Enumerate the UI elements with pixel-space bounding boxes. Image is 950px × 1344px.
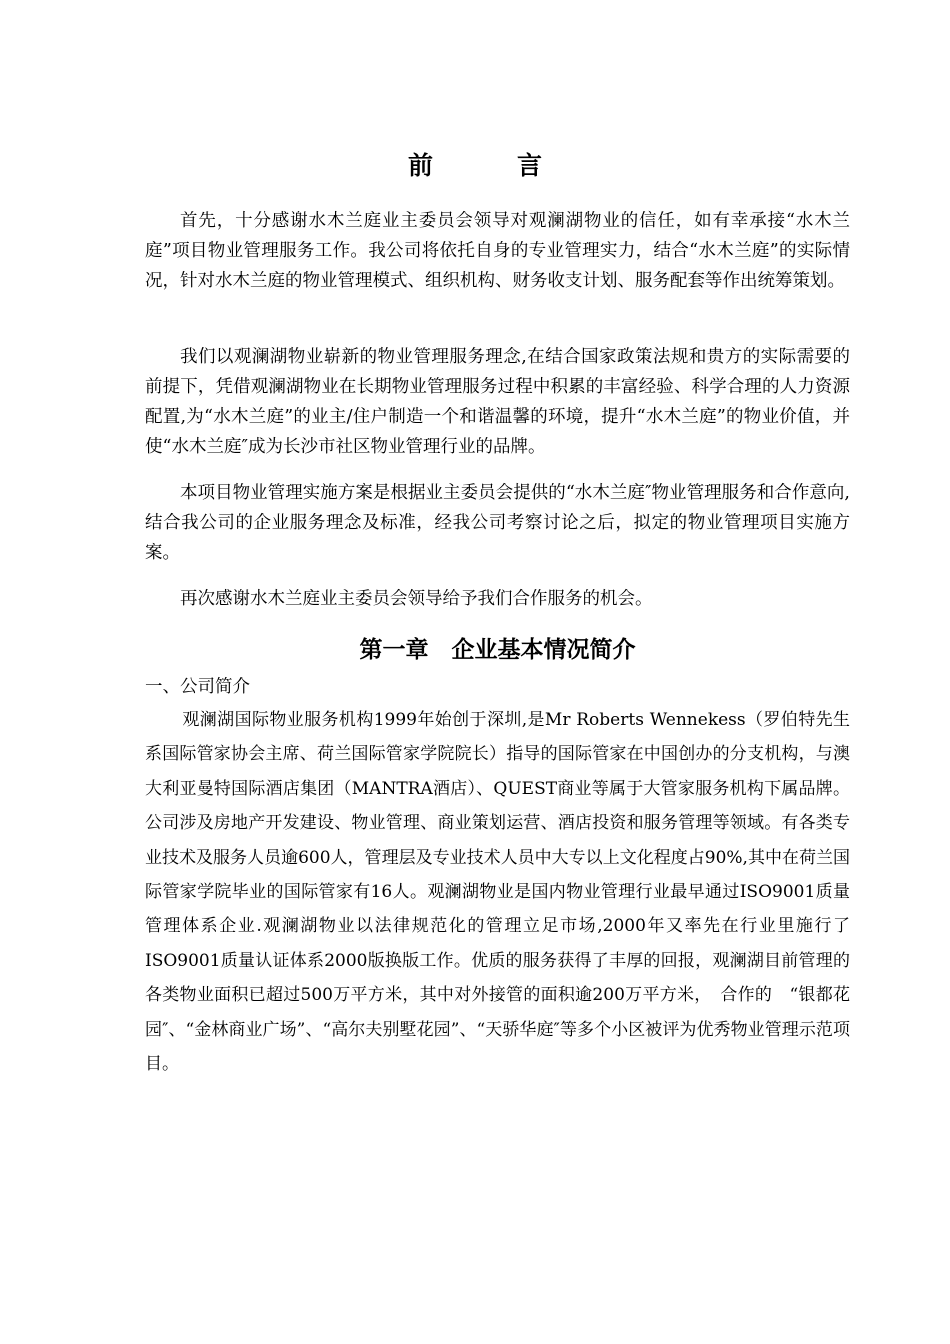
preface-paragraph-3: 本项目物业管理实施方案是根据业主委员会提供的“水木兰庭″物业管理服务和合作意向,结合我公司的企业服务理念及标准，经我公司考察讨论之后，拟定的物业管理项目实施方案。 bbox=[145, 483, 850, 563]
preface-paragraph-4: 再次感谢水木兰庭业主委员会领导给予我们合作服务的机会。 bbox=[180, 589, 653, 609]
chapter-title: 第一章 企业基本情况简介 bbox=[359, 637, 636, 663]
preface-title-char-2: 言 bbox=[517, 151, 543, 180]
company-intro-paragraph: 观澜湖国际物业服务机构1999年始创于深圳,是Mr Roberts Wennekess（罗伯特先生系国际管家协会主席、荷兰国际管家学院院长）指导的国际管家在中国创办的分支机构，与澳大利亚曼特国际酒店集团（MANTRA酒店）、QUEST商业等属于大管家服务机构下属品牌。公司涉及房地产开发建设、物业管理、商业策划运营、酒店投资和服务管理等领域。有各类专业技术及服务人员逾600人，管理层及专业技术人员中大专以上文化程度占90%,其中在荷兰国际管家学院毕业的国际管家有16人。观澜湖物业是国内物业管理行业最早通过ISO9001质量管理体系企业.观澜湖物业以法律规范化的管理立足市场,2000年又率先在行业里施行了ISO9001质量认证体系2000版换版工作。优质的服务获得了丰厚的回报，观澜湖目前管理的各类物业面积已超过500万平方米，其中对外接管的面积逾200万平方米， 合作的 “银都花园″、“金林商业广场”、“高尔夫别墅花园”、“天骄华庭″等多个小区被评为优秀物业管理示范项目。 bbox=[145, 710, 850, 1075]
preface-title-char-1: 前 bbox=[407, 151, 433, 180]
preface-paragraph-1: 首先，十分感谢水木兰庭业主委员会领导对观澜湖物业的信任，如有幸承接“水木兰庭”项目物业管理服务工作。我公司将依托自身的专业管理实力，结合“水木兰庭”的实际情况，针对水木兰庭的物业管理模式、组织机构、财务收支计划、服务配套等作出统筹策划。 bbox=[145, 211, 850, 291]
preface-paragraph-2: 我们以观澜湖物业崭新的物业管理服务理念,在结合国家政策法规和贵方的实际需要的前提下，凭借观澜湖物业在长期物业管理服务过程中积累的丰富经验、科学合理的人力资源配置,为“水木兰庭”的业主/住户制造一个和谐温馨的环境，提升“水木兰庭”的物业价值，并使“水木兰庭″成为长沙市社区物业管理行业的品牌。 bbox=[145, 347, 850, 457]
section-heading: 一、公司简介 bbox=[145, 677, 250, 697]
preface-title bbox=[0, 148, 950, 184]
